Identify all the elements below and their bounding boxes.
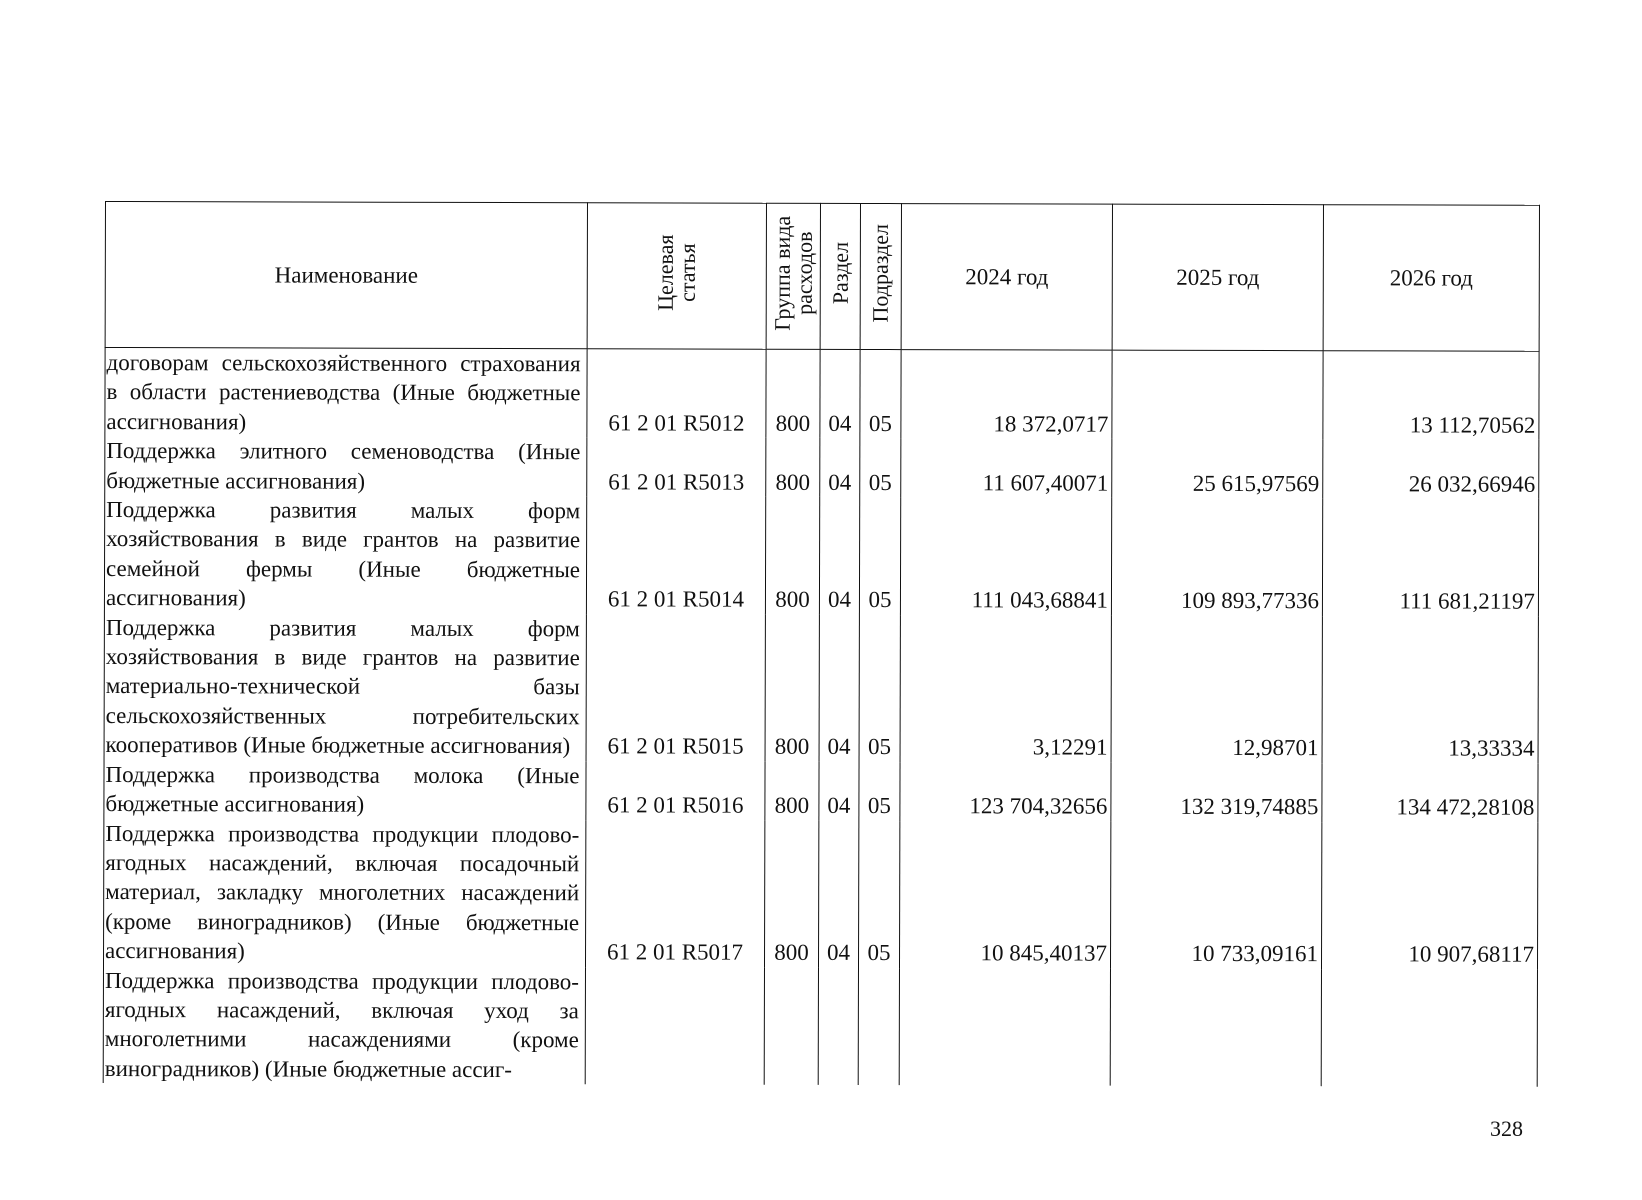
table-row — [105, 436, 1539, 499]
row-name: Поддержка элитного семеноводства (Иные бюджетные ассигнования) — [105, 436, 587, 496]
header-2024: 2024 год — [901, 204, 1112, 351]
row-amount-2024: 10 845,40137 — [899, 821, 1110, 969]
row-amount-2026 — [1321, 969, 1537, 1087]
row-amount-2024: 3,12291 — [900, 615, 1111, 763]
row-amount-2025: 132 319,74885 — [1111, 762, 1322, 821]
row-name: Поддержка производства продукции плодово-ягодных насаждений, включая посадочный материал, закладку многолетних насаждений (кроме виноградников) (Иные бюджетные ассигнования) — [103, 818, 585, 966]
row-amount-2025 — [1112, 350, 1323, 439]
row-amount-2025 — [1110, 968, 1321, 1086]
row-amount-2026: 134 472,28108 — [1322, 763, 1538, 822]
header-2026: 2026 год — [1323, 205, 1539, 352]
row-name: договорам сельскохозяйственного страхования в области растениеводства (Иные бюджетные ассигнования) — [105, 348, 587, 438]
row-amount-2025: 12,98701 — [1111, 615, 1322, 763]
row-amount-2026: 26 032,66946 — [1323, 439, 1539, 498]
table-row — [105, 348, 1539, 440]
header-section: Раздел — [820, 203, 860, 349]
row-expense-group: 800 — [765, 761, 819, 820]
row-amount-2024: 123 704,32656 — [900, 762, 1111, 821]
row-amount-2025: 109 893,77336 — [1111, 498, 1322, 616]
row-section: 04 — [820, 438, 860, 497]
row-section: 04 — [819, 497, 859, 615]
row-target-article — [585, 967, 764, 1085]
row-expense-group — [764, 967, 818, 1085]
page-number: 328 — [1490, 1116, 1523, 1141]
table-row — [104, 495, 1538, 616]
header-expense-group: Группа вида расходов — [766, 203, 820, 349]
row-target-article: 61 2 01 R5015 — [586, 614, 765, 761]
row-target-article: 61 2 01 R5017 — [585, 820, 764, 967]
row-section: 04 — [818, 820, 858, 967]
header-name: Наименование — [105, 202, 587, 349]
row-name: Поддержка развития малых форм хозяйствования в виде грантов на развитие семейной фермы (Иные бюджетные ассигнования) — [104, 495, 586, 614]
row-name: Поддержка производства молока (Иные бюджетные ассигнования) — [104, 760, 586, 820]
row-amount-2024: 18 372,0717 — [901, 350, 1112, 439]
row-subsection: 05 — [858, 820, 899, 967]
row-subsection — [858, 968, 899, 1086]
row-expense-group: 800 — [764, 820, 818, 967]
row-section: 04 — [820, 349, 860, 438]
row-amount-2026: 10 907,68117 — [1321, 822, 1537, 970]
row-amount-2025: 10 733,09161 — [1110, 821, 1321, 969]
row-section: 04 — [819, 615, 859, 762]
row-subsection: 05 — [860, 438, 901, 497]
row-target-article: 61 2 01 R5013 — [587, 437, 766, 496]
table-row — [104, 613, 1538, 764]
row-amount-2025: 25 615,97569 — [1112, 439, 1323, 498]
row-expense-group: 800 — [765, 614, 819, 761]
row-expense-group: 800 — [766, 438, 820, 497]
row-subsection: 05 — [859, 762, 900, 821]
row-target-article: 61 2 01 R5016 — [586, 761, 765, 820]
row-expense-group: 800 — [766, 349, 820, 438]
row-amount-2024: 11 607,40071 — [901, 438, 1112, 497]
row-name: Поддержка развития малых форм хозяйствования в виде грантов на развитие материально-технической базы сельскохозяйственных потребительских кооперативов (Иные бюджетные ассигнования) — [104, 613, 586, 761]
budget-table — [103, 201, 1540, 1087]
table-row — [104, 760, 1538, 823]
row-target-article: 61 2 01 R5014 — [586, 496, 765, 614]
row-subsection: 05 — [860, 349, 901, 438]
row-expense-group: 800 — [765, 497, 819, 615]
row-amount-2024: 111 043,68841 — [900, 497, 1111, 615]
row-amount-2026: 13,33334 — [1322, 616, 1538, 764]
table-row — [103, 966, 1537, 1087]
row-subsection: 05 — [859, 615, 900, 762]
table-header-row — [105, 202, 1539, 352]
header-target-article: Целевая статья — [587, 203, 766, 349]
row-amount-2026: 13 112,70562 — [1323, 351, 1539, 440]
row-subsection: 05 — [859, 497, 900, 615]
row-target-article: 61 2 01 R5012 — [587, 349, 766, 438]
header-subsection: Подраздел — [860, 203, 901, 349]
row-name: Поддержка производства продукции плодово-ягодных насаждений, включая уход за многолетними насаждениями (кроме виноградников) (Иные бюджетные ассиг- — [103, 966, 585, 1085]
row-amount-2024 — [899, 968, 1110, 1086]
row-amount-2026: 111 681,21197 — [1322, 498, 1538, 616]
budget-table-container — [103, 201, 1539, 1094]
header-2025: 2025 год — [1112, 204, 1323, 351]
row-section — [818, 967, 858, 1085]
table-row — [103, 818, 1537, 969]
row-section: 04 — [819, 762, 859, 821]
